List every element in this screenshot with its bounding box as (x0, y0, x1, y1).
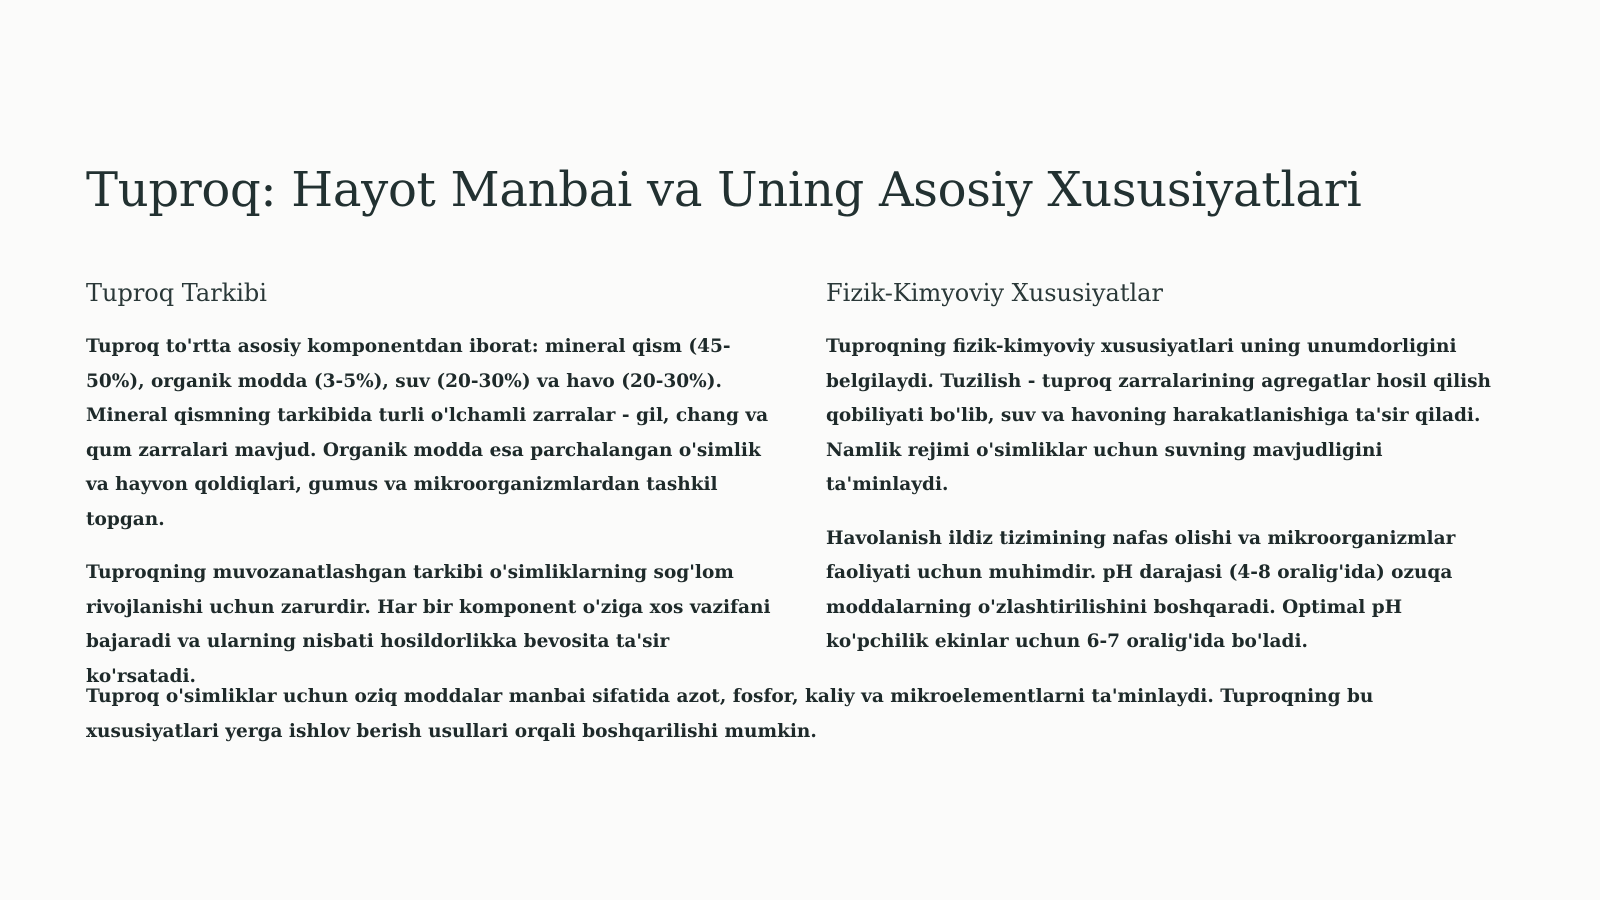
right-paragraph-1: Tuproqning fizik-kimyoviy xususiyatlari uning unumdorligini belgilaydi. Tuzilish - tuproq zarralarining agregatlar hosil qilish qobiliyati bo'lib, suv va havoning harakatlanishiga ta'sir qiladi. Namlik rejimi o'simliklar uchun suvning mavjudligini ta'minlaydi. (826, 336, 1491, 495)
right-column (826, 278, 1506, 679)
right-paragraph-2: Havolanish ildiz tizimining nafas olishi va mikroorganizmlar faoliyati uchun muhimdir. pH darajasi (4-8 oralig'ida) ozuqa moddalarning o'zlashtirilishini boshqaradi. Optimal pH ko'pchilik ekinlar uchun 6-7 oralig'ida bo'ladi. (826, 527, 1456, 652)
left-paragraph-1: Tuproq to'rtta asosiy komponentdan iborat: mineral qism (45-50%), organik modda (3-5%), suv (20-30%) va havo (20-30%). Mineral qismning tarkibida turli o'lchamli zarralar - gil, chang va qum zarralari mavjud. Organik modda esa parchalangan o'simlik va hayvon qoldiqlari, gumus va mikroorganizmlardan tashkil topgan. (86, 336, 769, 530)
slide-title: Tuproq: Hayot Manbai va Uning Asosiy Xususiyatlari (86, 162, 1362, 218)
left-column-heading: Tuproq Tarkibi (86, 279, 267, 307)
bottom-paragraph: Tuproq o'simliklar uchun oziq moddalar manbai sifatida azot, fosfor, kaliy va mikroelementlarni ta'minlaydi. Tuproqning bu xususiyatlari yerga ishlov berish usullari orqali boshqarilishi mumkin. (86, 686, 1374, 742)
right-column-heading: Fizik-Kimyoviy Xususiyatlar (826, 279, 1163, 307)
left-paragraph-2: Tuproqning muvozanatlashgan tarkibi o'simliklarning sog'lom rivojlanishi uchun zarurdir. Har bir komponent o'ziga xos vazifani bajaradi va ularning nisbati hosildorlikka bevosita ta'sir ko'rsatadi. (86, 562, 771, 687)
left-column (86, 278, 776, 713)
